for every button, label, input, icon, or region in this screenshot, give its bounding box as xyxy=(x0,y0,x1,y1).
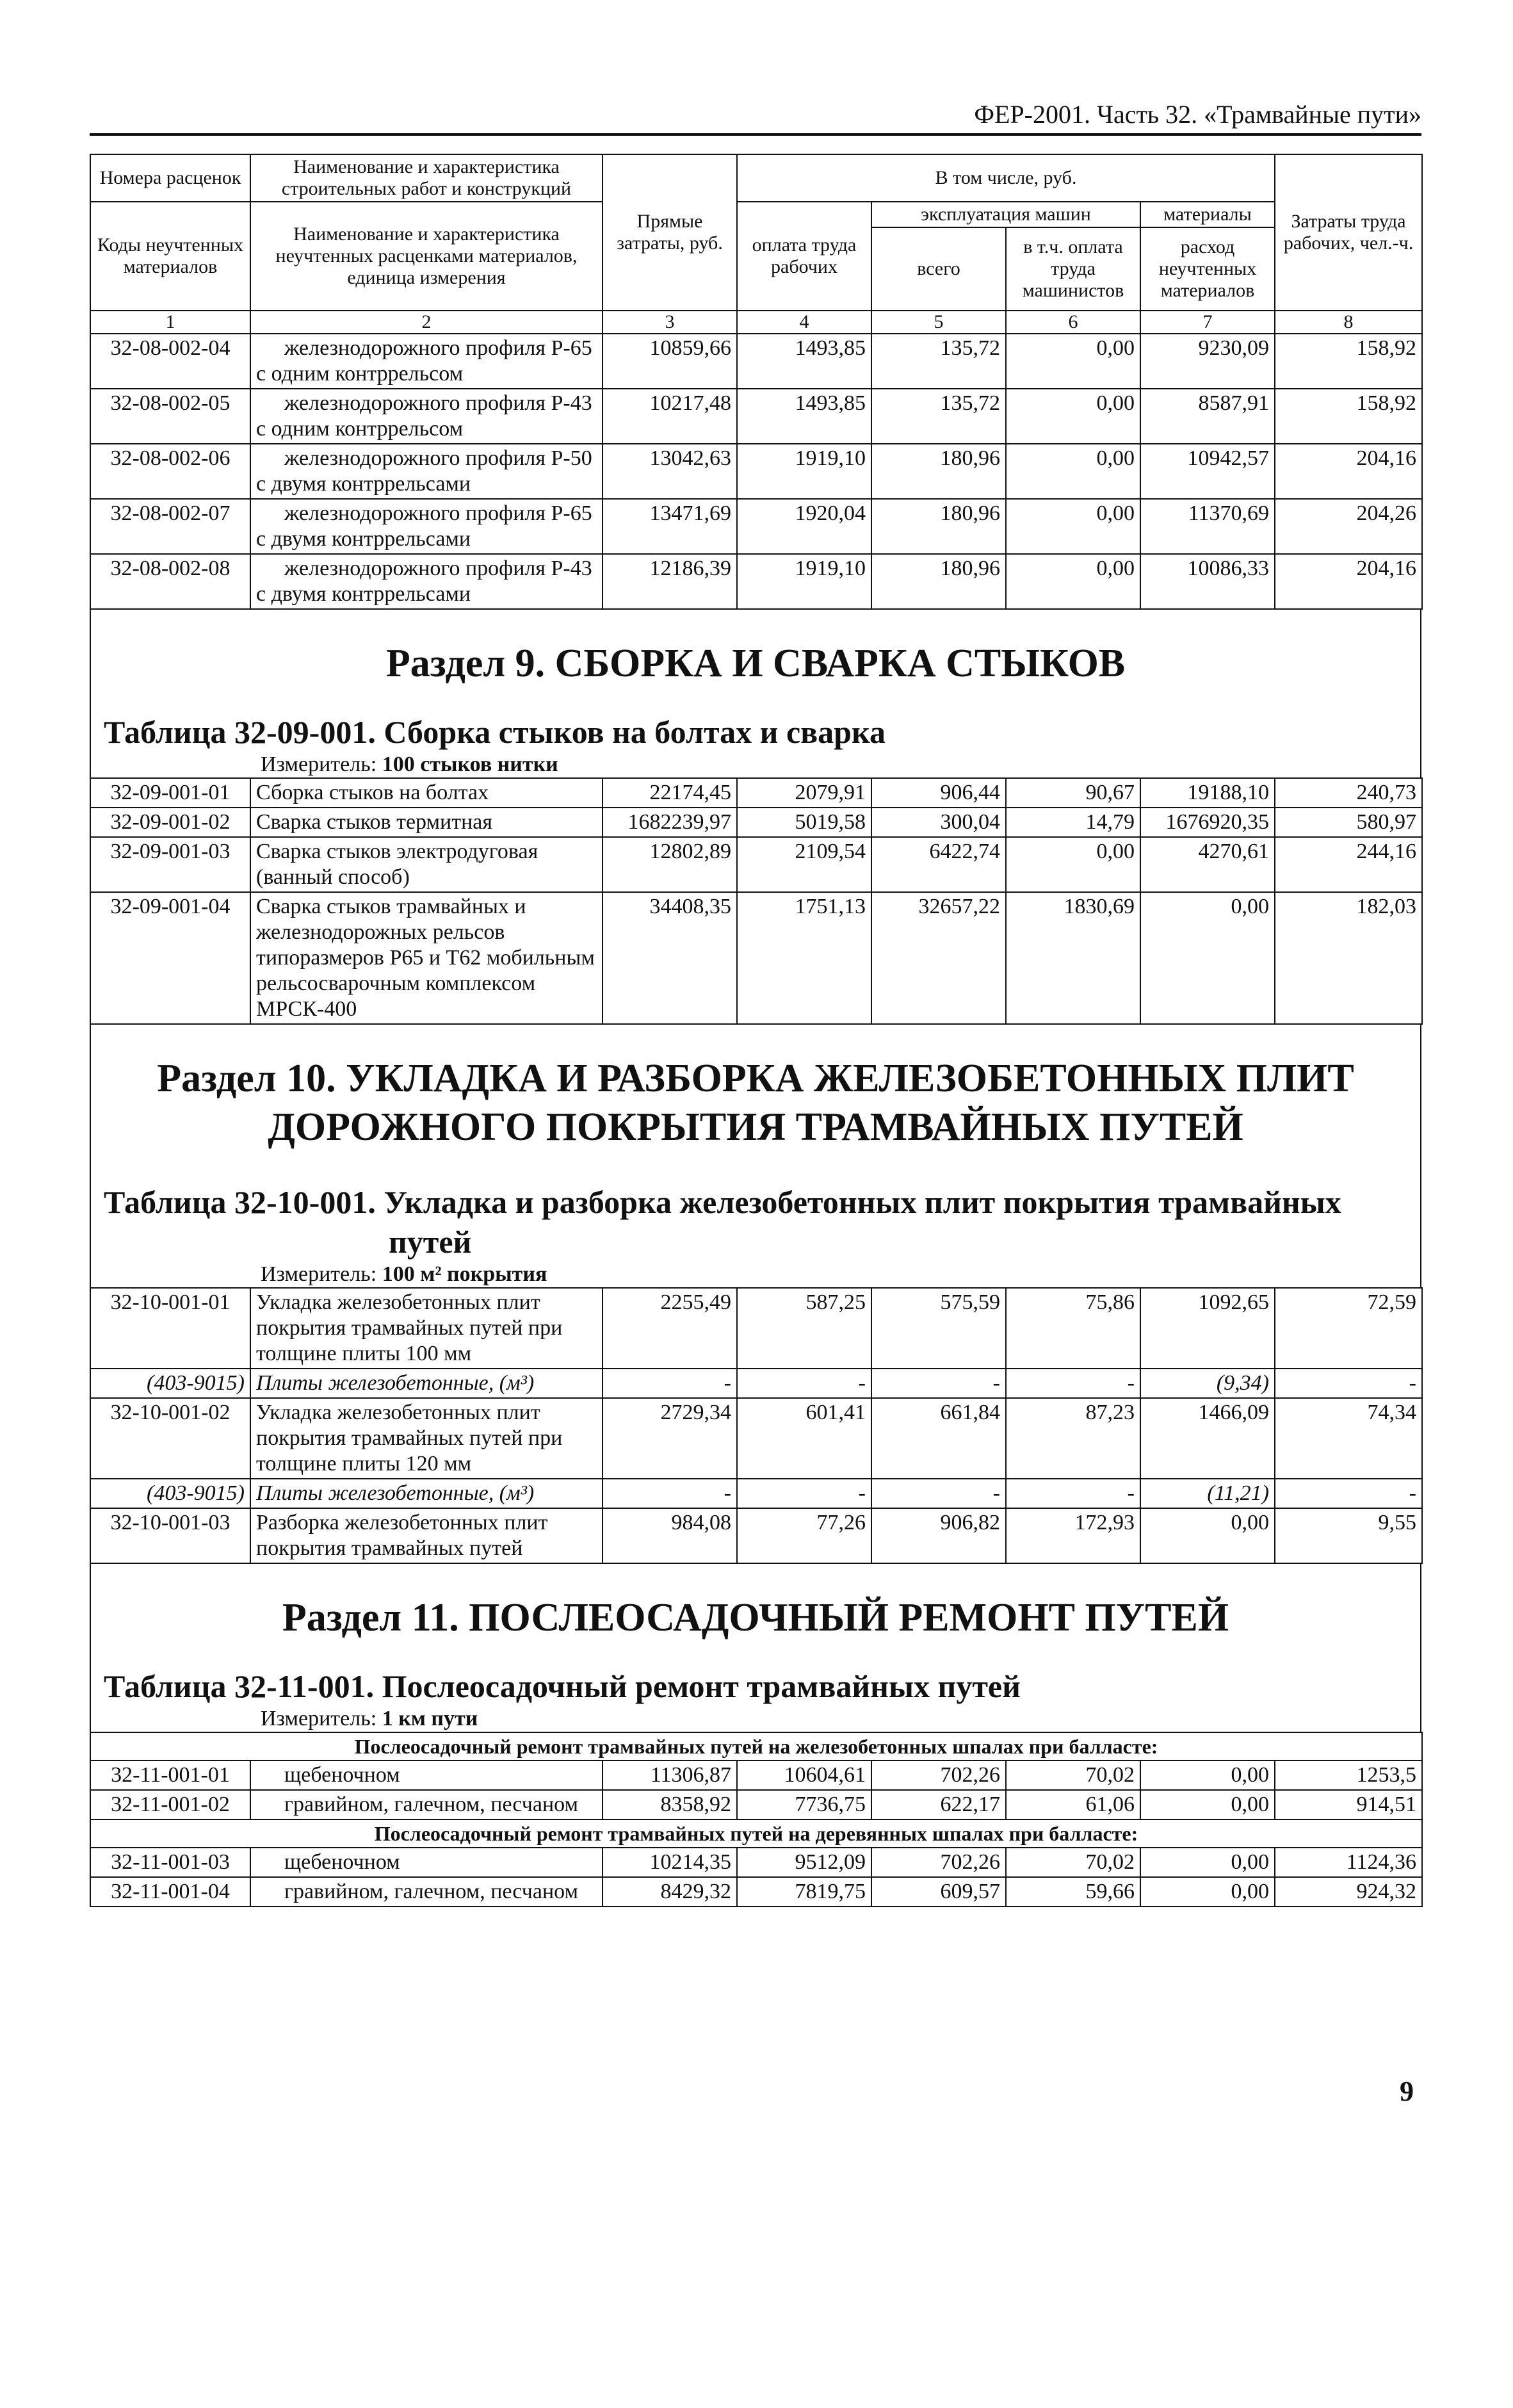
labor-hours: 72,59 xyxy=(1275,1288,1422,1369)
labor-hours: 9,55 xyxy=(1275,1508,1422,1563)
worker-pay: 7736,75 xyxy=(737,1790,871,1819)
measure-label: Измеритель: xyxy=(261,1262,377,1286)
machines-total: 180,96 xyxy=(871,444,1006,499)
group-row xyxy=(90,1732,1422,1761)
machines-total: - xyxy=(871,1369,1006,1398)
machines-total: 609,57 xyxy=(871,1877,1006,1907)
rate-code: 32-08-002-07 xyxy=(90,499,250,554)
materials: 1466,09 xyxy=(1140,1398,1275,1479)
work-name: Сварка стыков термитная xyxy=(250,808,603,837)
machinist-pay: 87,23 xyxy=(1006,1398,1140,1479)
section-title xyxy=(91,1054,1420,1151)
rate-code: 32-09-001-02 xyxy=(90,808,250,837)
worker-pay: - xyxy=(737,1479,871,1508)
direct-costs: 13042,63 xyxy=(603,444,737,499)
labor-hours: 1253,5 xyxy=(1275,1761,1422,1790)
column-number: 6 xyxy=(1006,311,1140,334)
work-name: Сварка стыков электродуговая (ванный способ) xyxy=(250,837,603,892)
worker-pay: 2109,54 xyxy=(737,837,871,892)
labor-hours: 182,03 xyxy=(1275,892,1422,1024)
measure-value: 100 стыков нитки xyxy=(382,752,558,776)
direct-costs: - xyxy=(603,1369,737,1398)
rate-code: 32-11-001-01 xyxy=(90,1761,250,1790)
section-11 xyxy=(90,1564,1421,1732)
worker-pay: - xyxy=(737,1369,871,1398)
header-materials: материалы xyxy=(1140,202,1275,227)
measure-line xyxy=(91,1262,1420,1287)
materials: 19188,10 xyxy=(1140,778,1275,808)
machinist-pay: 172,93 xyxy=(1006,1508,1140,1563)
table-title-line: Таблица 32-10-001. Укладка и разборка железобетонных плит покрытия трамвайных xyxy=(104,1184,1341,1220)
labor-hours: 580,97 xyxy=(1275,808,1422,837)
machines-total: 32657,22 xyxy=(871,892,1006,1024)
section-title-line: Раздел 10. УКЛАДКА И РАЗБОРКА ЖЕЛЕЗОБЕТОННЫХ ПЛИТ xyxy=(157,1057,1354,1100)
header-material-codes: Коды неучтенных материалов xyxy=(90,202,250,311)
machinist-pay: 0,00 xyxy=(1006,554,1140,609)
material-usage: (11,21) xyxy=(1140,1479,1275,1508)
labor-hours: 204,26 xyxy=(1275,499,1422,554)
worker-pay: 1919,10 xyxy=(737,444,871,499)
materials: 0,00 xyxy=(1140,892,1275,1024)
table-row xyxy=(90,1790,1422,1819)
rate-code: 32-11-001-04 xyxy=(90,1877,250,1907)
direct-costs: 13471,69 xyxy=(603,499,737,554)
table-title: Таблица 32-11-001. Послеосадочный ремонт трамвайных путей xyxy=(104,1668,1021,1704)
machines-total: 6422,74 xyxy=(871,837,1006,892)
machinist-pay: 59,66 xyxy=(1006,1877,1140,1907)
header-machines: эксплуатация машин xyxy=(871,202,1140,227)
direct-costs: 11306,87 xyxy=(603,1761,737,1790)
direct-costs: 12186,39 xyxy=(603,554,737,609)
machines-total: - xyxy=(871,1479,1006,1508)
direct-costs: 22174,45 xyxy=(603,778,737,808)
table-title: Таблица 32-09-001. Сборка стыков на болтах и сварка xyxy=(104,714,886,750)
table-row xyxy=(90,1761,1422,1790)
rate-code: 32-08-002-06 xyxy=(90,444,250,499)
document-body xyxy=(90,154,1421,2408)
machinist-pay: 0,00 xyxy=(1006,334,1140,389)
machines-total: 661,84 xyxy=(871,1398,1006,1479)
material-usage: (9,34) xyxy=(1140,1369,1275,1398)
worker-pay: 2079,91 xyxy=(737,778,871,808)
rate-code: 32-11-001-03 xyxy=(90,1848,250,1877)
column-number: 7 xyxy=(1140,311,1275,334)
header-worker-pay: оплата труда рабочих xyxy=(737,202,871,311)
work-name: гравийном, галечном, песчаном xyxy=(250,1877,603,1907)
work-name: железнодорожного профиля Р-43 с двумя контррельсами xyxy=(250,554,603,609)
column-number: 2 xyxy=(250,311,603,334)
table-row xyxy=(90,778,1422,808)
table-row xyxy=(90,444,1422,499)
machines-total: 135,72 xyxy=(871,389,1006,444)
running-header xyxy=(90,96,1421,136)
worker-pay: 1493,85 xyxy=(737,389,871,444)
work-name: железнодорожного профиля Р-65 с двумя контррельсами xyxy=(250,499,603,554)
worker-pay: 1751,13 xyxy=(737,892,871,1024)
table-row xyxy=(90,499,1422,554)
materials: 0,00 xyxy=(1140,1790,1275,1819)
work-name: гравийном, галечном, песчаном xyxy=(250,1790,603,1819)
labor-hours: 204,16 xyxy=(1275,444,1422,499)
machinist-pay: 90,67 xyxy=(1006,778,1140,808)
work-name: щебеночном xyxy=(250,1848,603,1877)
section-9 xyxy=(90,610,1421,777)
work-name: Укладка железобетонных плит покрытия трамвайных путей при толщине плиты 100 мм xyxy=(250,1288,603,1369)
header-material-name: Наименование и характеристика неучтенных расценками материалов, единица измерения xyxy=(250,202,603,311)
machinist-pay: 0,00 xyxy=(1006,499,1140,554)
table-row xyxy=(90,1288,1422,1369)
column-number: 4 xyxy=(737,311,871,334)
direct-costs: 8358,92 xyxy=(603,1790,737,1819)
machines-total: 180,96 xyxy=(871,499,1006,554)
machines-total: 180,96 xyxy=(871,554,1006,609)
rate-code: 32-08-002-05 xyxy=(90,389,250,444)
machinist-pay: 1830,69 xyxy=(1006,892,1140,1024)
machinist-pay: 75,86 xyxy=(1006,1288,1140,1369)
work-name: щебеночном xyxy=(250,1761,603,1790)
worker-pay: 1493,85 xyxy=(737,334,871,389)
machines-total: 622,17 xyxy=(871,1790,1006,1819)
header-labor-costs: Затраты труда рабочих, чел.-ч. xyxy=(1275,154,1422,311)
labor-hours: 240,73 xyxy=(1275,778,1422,808)
machinist-pay: 14,79 xyxy=(1006,808,1140,837)
worker-pay: 601,41 xyxy=(737,1398,871,1479)
header-rate-numbers: Номера расценок xyxy=(90,154,250,202)
table-row xyxy=(90,334,1422,389)
machinist-pay: - xyxy=(1006,1369,1140,1398)
material-row xyxy=(90,1479,1422,1508)
measure-value: 100 м² покрытия xyxy=(382,1262,547,1286)
column-number: 3 xyxy=(603,311,737,334)
direct-costs: 34408,35 xyxy=(603,892,737,1024)
measure-label: Измеритель: xyxy=(261,752,377,776)
direct-costs: 10214,35 xyxy=(603,1848,737,1877)
work-name: железнодорожного профиля Р-65 с одним контррельсом xyxy=(250,334,603,389)
machinist-pay: 70,02 xyxy=(1006,1761,1140,1790)
materials: 0,00 xyxy=(1140,1848,1275,1877)
machines-total: 906,82 xyxy=(871,1508,1006,1563)
rate-code: 32-09-001-04 xyxy=(90,892,250,1024)
materials: 10086,33 xyxy=(1140,554,1275,609)
materials: 1092,65 xyxy=(1140,1288,1275,1369)
table-row xyxy=(90,837,1422,892)
table-row xyxy=(90,389,1422,444)
rate-code: 32-08-002-08 xyxy=(90,554,250,609)
table-row xyxy=(90,892,1422,1024)
column-number: 1 xyxy=(90,311,250,334)
rate-code: 32-11-001-02 xyxy=(90,1790,250,1819)
machinist-pay: 70,02 xyxy=(1006,1848,1140,1877)
worker-pay: 1919,10 xyxy=(737,554,871,609)
work-name: Сварка стыков трамвайных и железнодорожных рельсов типоразмеров Р65 и Т62 мобильным рельсосварочным комплексом МРСК-400 xyxy=(250,892,603,1024)
section-title: Раздел 11. ПОСЛЕОСАДОЧНЫЙ РЕМОНТ ПУТЕЙ xyxy=(282,1596,1229,1639)
direct-costs: 12802,89 xyxy=(603,837,737,892)
material-name: Плиты железобетонные, (м³) xyxy=(250,1479,603,1508)
labor-hours: 924,32 xyxy=(1275,1877,1422,1907)
work-name: Сборка стыков на болтах xyxy=(250,778,603,808)
measure-value: 1 км пути xyxy=(382,1707,478,1730)
header-direct-costs: Прямые затраты, руб. xyxy=(603,154,737,311)
rate-code: 32-10-001-01 xyxy=(90,1288,250,1369)
materials: 10942,57 xyxy=(1140,444,1275,499)
work-name: Разборка железобетонных плит покрытия трамвайных путей xyxy=(250,1508,603,1563)
machinist-pay: 61,06 xyxy=(1006,1790,1140,1819)
column-number: 5 xyxy=(871,311,1006,334)
direct-costs: 984,08 xyxy=(603,1508,737,1563)
machinist-pay: - xyxy=(1006,1479,1140,1508)
rate-code: 32-09-001-03 xyxy=(90,837,250,892)
group-row xyxy=(90,1819,1422,1848)
direct-costs: 2255,49 xyxy=(603,1288,737,1369)
column-number: 8 xyxy=(1275,311,1422,334)
labor-hours: 158,92 xyxy=(1275,334,1422,389)
rates-table-section-11 xyxy=(90,1732,1423,1907)
machines-total: 906,44 xyxy=(871,778,1006,808)
section-title: Раздел 9. СБОРКА И СВАРКА СТЫКОВ xyxy=(385,642,1126,685)
running-title: ФЕР-2001. Часть 32. «Трамвайные пути» xyxy=(974,100,1421,129)
direct-costs: 10217,48 xyxy=(603,389,737,444)
worker-pay: 10604,61 xyxy=(737,1761,871,1790)
materials: 0,00 xyxy=(1140,1877,1275,1907)
labor-hours: 204,16 xyxy=(1275,554,1422,609)
machinist-pay: 0,00 xyxy=(1006,389,1140,444)
materials: 4270,61 xyxy=(1140,837,1275,892)
labor-hours: 1124,36 xyxy=(1275,1848,1422,1877)
work-name: Укладка железобетонных плит покрытия трамвайных путей при толщине плиты 120 мм xyxy=(250,1398,603,1479)
table-row xyxy=(90,1877,1422,1907)
machines-total: 300,04 xyxy=(871,808,1006,837)
rate-code: 32-08-002-04 xyxy=(90,334,250,389)
labor-hours: - xyxy=(1275,1369,1422,1398)
table-row xyxy=(90,554,1422,609)
materials: 1676920,35 xyxy=(1140,808,1275,837)
measure-label: Измеритель: xyxy=(261,1707,377,1730)
rate-code: 32-09-001-01 xyxy=(90,778,250,808)
material-code: (403-9015) xyxy=(90,1369,250,1398)
header-material-usage: расход неучтенных материалов xyxy=(1140,227,1275,311)
header-including: В том числе, руб. xyxy=(737,154,1275,202)
measure-line xyxy=(91,752,1420,777)
machines-total: 575,59 xyxy=(871,1288,1006,1369)
rate-code: 32-10-001-02 xyxy=(90,1398,250,1479)
direct-costs: 10859,66 xyxy=(603,334,737,389)
header-machines-total: всего xyxy=(871,227,1006,311)
direct-costs: 1682239,97 xyxy=(603,808,737,837)
materials: 0,00 xyxy=(1140,1508,1275,1563)
section-title-line: ДОРОЖНОГО ПОКРЫТИЯ ТРАМВАЙНЫХ ПУТЕЙ xyxy=(268,1105,1243,1149)
labor-hours: 74,34 xyxy=(1275,1398,1422,1479)
rates-table-top xyxy=(90,154,1423,610)
header-work-name: Наименование и характеристика строительных работ и конструкций xyxy=(250,154,603,202)
worker-pay: 5019,58 xyxy=(737,808,871,837)
table-row xyxy=(90,1848,1422,1877)
labor-hours: 244,16 xyxy=(1275,837,1422,892)
work-name: железнодорожного профиля Р-43 с одним контррельсом xyxy=(250,389,603,444)
materials: 8587,91 xyxy=(1140,389,1275,444)
materials: 0,00 xyxy=(1140,1761,1275,1790)
materials: 11370,69 xyxy=(1140,499,1275,554)
worker-pay: 9512,09 xyxy=(737,1848,871,1877)
rates-table-section-10 xyxy=(90,1287,1423,1564)
labor-hours: 158,92 xyxy=(1275,389,1422,444)
direct-costs: 8429,32 xyxy=(603,1877,737,1907)
material-row xyxy=(90,1369,1422,1398)
machines-total: 702,26 xyxy=(871,1848,1006,1877)
group-heading: Послеосадочный ремонт трамвайных путей на железобетонных шпалах при балласте: xyxy=(90,1732,1422,1761)
header-machinist-pay: в т.ч. оплата труда машинистов xyxy=(1006,227,1140,311)
measure-line xyxy=(91,1706,1420,1732)
worker-pay: 7819,75 xyxy=(737,1877,871,1907)
table-row xyxy=(90,1398,1422,1479)
materials: 9230,09 xyxy=(1140,334,1275,389)
group-heading: Послеосадочный ремонт трамвайных путей на деревянных шпалах при балласте: xyxy=(90,1819,1422,1848)
page-number: 9 xyxy=(1400,2076,1414,2107)
labor-hours: - xyxy=(1275,1479,1422,1508)
direct-costs: 2729,34 xyxy=(603,1398,737,1479)
machinist-pay: 0,00 xyxy=(1006,837,1140,892)
worker-pay: 587,25 xyxy=(737,1288,871,1369)
material-name: Плиты железобетонные, (м³) xyxy=(250,1369,603,1398)
section-10 xyxy=(90,1025,1421,1287)
machinist-pay: 0,00 xyxy=(1006,444,1140,499)
rates-table-section-9 xyxy=(90,777,1423,1025)
table-title-line: путей xyxy=(389,1224,472,1260)
work-name: железнодорожного профиля Р-50 с двумя контррельсами xyxy=(250,444,603,499)
machines-total: 702,26 xyxy=(871,1761,1006,1790)
table-title xyxy=(91,1182,1420,1262)
material-code: (403-9015) xyxy=(90,1479,250,1508)
table-row xyxy=(90,808,1422,837)
rate-code: 32-10-001-03 xyxy=(90,1508,250,1563)
machines-total: 135,72 xyxy=(871,334,1006,389)
table-row xyxy=(90,1508,1422,1563)
direct-costs: - xyxy=(603,1479,737,1508)
worker-pay: 1920,04 xyxy=(737,499,871,554)
labor-hours: 914,51 xyxy=(1275,1790,1422,1819)
worker-pay: 77,26 xyxy=(737,1508,871,1563)
